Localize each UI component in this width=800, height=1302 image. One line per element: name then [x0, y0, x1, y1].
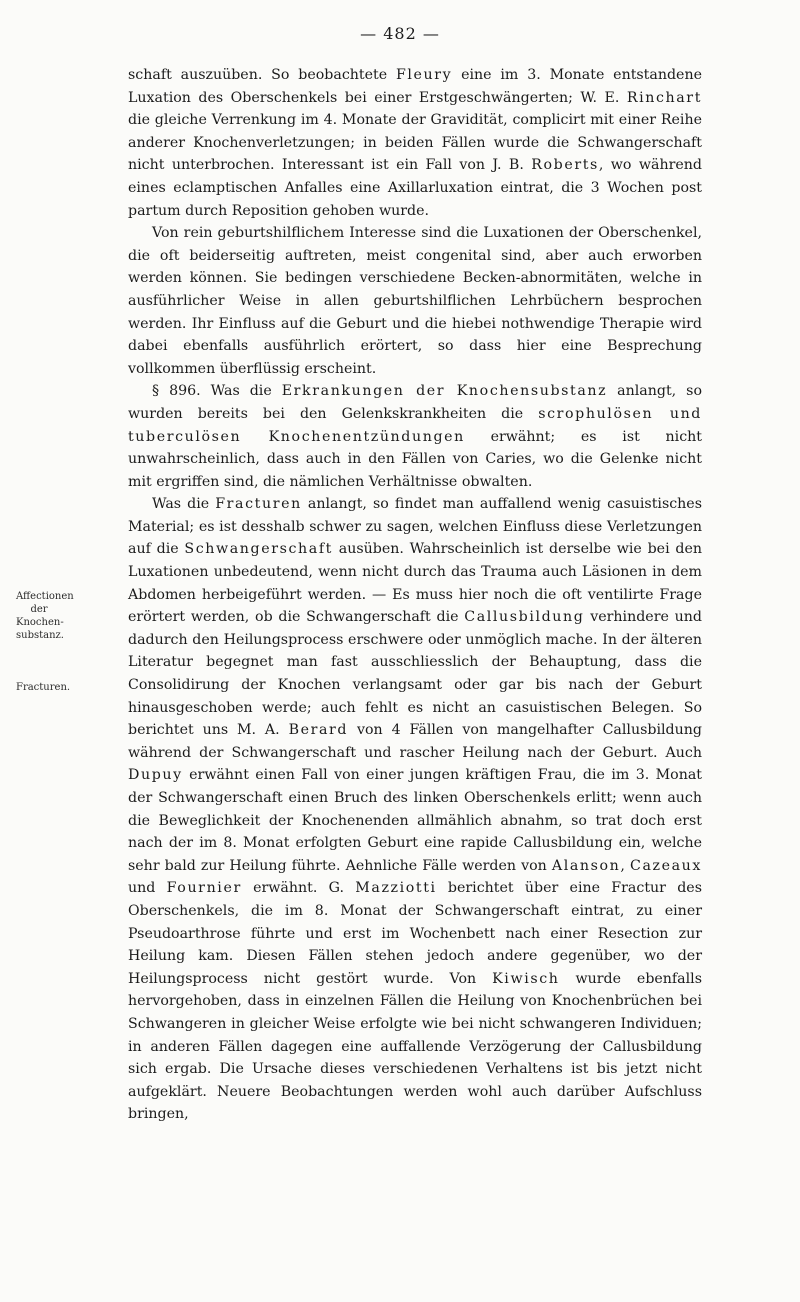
emphasis: Callusbildung	[464, 609, 585, 626]
section-number: § 896.	[152, 383, 201, 400]
paragraph-1	[128, 64, 702, 222]
text-run: die gleiche Verrenkung im 4. Monate der Gravidität, complicirt mit einer Reihe anderer Knochenverletzungen; in beiden Fällen wurde die Schwangerschaft nicht unterbrochen. Interessant ist ein Fall von J. B.	[128, 112, 702, 174]
text-run: ausüben. Wahrscheinlich ist derselbe wie bei den Luxationen unbedeutend, wenn nicht durch das Trauma auch Läsionen in dem Abdomen herbeigeführt werden. — Es muss hier noch die oft ventilirte Frage erörtert werden, ob die Schwangerschaft die	[128, 541, 702, 626]
margin-note-line: der	[30, 604, 48, 615]
emphasis: Erkrankungen der Knochensubstanz	[281, 383, 608, 400]
author-name: Fournier	[166, 880, 242, 897]
margin-note-line: Affectionen	[16, 591, 74, 602]
page-number: — 482 —	[360, 24, 440, 43]
body-text	[128, 64, 702, 1126]
margin-note-line: substanz.	[16, 630, 64, 641]
margin-note-affectionen	[16, 590, 110, 642]
text-run: und	[128, 880, 167, 897]
paragraph-3	[128, 380, 702, 493]
text-run: schaft auszuüben. So beobachtete	[128, 67, 396, 83]
author-name: Berard	[288, 722, 349, 739]
author-name: Dupuy	[128, 767, 183, 784]
text-run: anlangt, so wurden bereits bei den Gelenkskrankheiten die	[128, 383, 702, 422]
emphasis: Schwangerschaft	[184, 541, 333, 558]
text-run: berichtet über eine Fractur des Oberschenkels, die im 8. Monat der Schwangerschaft eintrat, zu einer Pseudoarthrose führte und erst im Wochenbett nach einer Resection zur Heilung kam. Diesen Fällen stehen jedoch andere gegenüber, wo der Heilungsprocess nicht gestört wurde. Von	[128, 880, 702, 987]
text-run: erwähnt einen Fall von einer jungen kräftigen Frau, die im 3. Monat der Schwangerschaft einen Bruch des linken Oberschenkels erlitt; wenn auch die Beweglichkeit der Knochenenden allmählich abnahm, so trat doch erst nach der im 8. Monat erfolgten Geburt eine rapide Callusbildung ein, welche sehr bald zur Heilung führte. Aehnliche Fälle werden von	[128, 767, 702, 874]
author-name: Rinchart	[626, 89, 702, 106]
margin-note-line: Knochen-	[16, 617, 64, 628]
margin-note-fracturen: Fracturen.	[16, 682, 71, 693]
author-name: Kiwisch	[492, 970, 560, 987]
author-name: Roberts	[531, 157, 599, 174]
text-run: verhindere und dadurch den Heilungsprocess erschwere oder unmöglich mache. In der älteren Literatur begegnet man fast ausschliesslich der Behauptung, dass die Consolidirung der Knochen verlangsamt oder gar bis nach der Geburt hinausgeschoben werde; auch fehlt es nicht an casuistischen Belegen. So berichtet uns M. A.	[128, 609, 702, 739]
text-run: , wo während eines eclamptischen Anfalles eine Axillarluxation eintrat, die 3 Wochen post partum durch Reposition gehoben wurde.	[128, 157, 702, 219]
text-run: erwähnt; es ist nicht unwahrscheinlich, dass auch in den Fällen von Caries, wo die Gelenke nicht mit ergriffen sind, die nämlichen Verhältnisse obwalten.	[128, 428, 703, 490]
author-name: Mazziotti	[355, 880, 437, 897]
text-run: erwähnt. G.	[241, 880, 356, 897]
emphasis: scrophulösen und tuberculösen Knochenentzündungen	[128, 405, 702, 445]
text-run: eine im 3. Monate entstandene Luxation des Oberschenkels bei einer Erstgeschwängerten; W. E.	[128, 67, 702, 106]
text-run: wurde ebenfalls hervorgehoben, dass in einzelnen Fällen die Heilung von Knochenbrüchen bei Schwangeren in gleicher Weise erfolgte wie bei nicht schwangeren Individuen; in anderen Fällen dagegen eine auffallende Verzögerung der Callusbildung sich ergab. Die Ursache dieses verschiedenen Verhaltens ist bis jetzt nicht aufgeklärt. Neuere Beobachtungen werden wohl auch darüber Aufschluss bringen,	[128, 970, 702, 1123]
author-name: Alanson	[551, 857, 621, 874]
text-run: Was die	[200, 383, 282, 400]
paragraph-2: Von rein geburtshilflichem Interesse sind die Luxationen der Oberschenkel, die oft beiderseitig auftreten, meist congenital sind, aber auch erworben werden können. Sie bedingen verschiedene Becken-abnormitäten, welche in ausführlicher Weise in allen geburtshilflichen Lehrbüchern besprochen werden. Ihr Einfluss auf die Geburt und die hiebei nothwendige Therapie wird dabei ebenfalls ausführlich erörtert, so dass hier eine Besprechung vollkommen überflüssig erscheint.	[128, 225, 702, 377]
author-name: Fleury	[395, 67, 453, 83]
author-name: Cazeaux	[630, 857, 702, 874]
text-run: von 4 Fällen von mangelhafter Callusbildung während der Schwangerschaft und rascher Heilung nach der Geburt. Auch	[128, 722, 702, 761]
text-run: Was die	[152, 496, 216, 513]
text-run: ,	[620, 857, 630, 874]
paragraph-4	[128, 493, 702, 1126]
emphasis: Fracturen	[215, 496, 302, 513]
text-run: anlangt, so findet man auffallend wenig casuistisches Material; es ist desshalb schwer zu sagen, welchen Einfluss diese Verletzungen auf die	[128, 496, 702, 558]
